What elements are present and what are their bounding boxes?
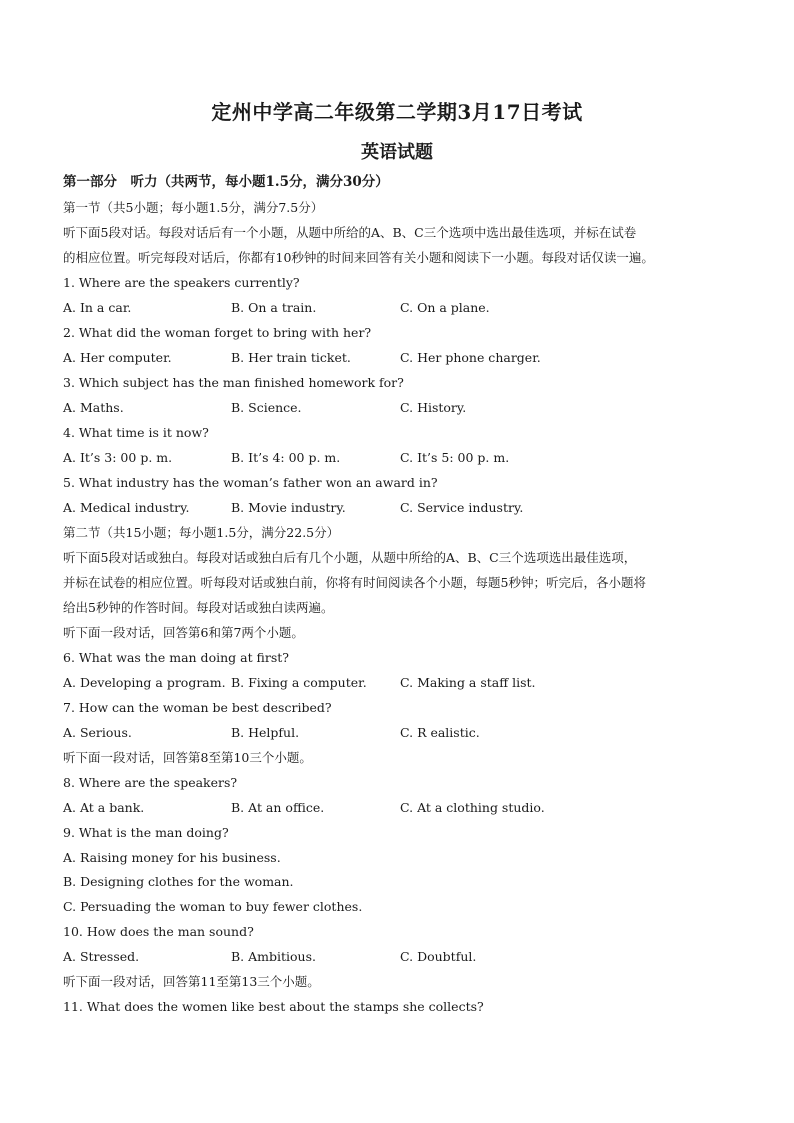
question-text: 2. What did the woman forget to bring with her?: [63, 325, 372, 340]
section2-instruction: 听下面5段对话或独白。每段对话或独白后有几个小题，从题中所给的A、B、C三个选项选出最佳选项，: [63, 550, 637, 565]
question-text: 11. What does the women like best about the stamps she collects?: [63, 999, 484, 1014]
dialogue-prompt: 听下面一段对话，回答第8至第10三个小题。: [63, 750, 312, 765]
section2-instruction: 并标在试卷的相应位置。听每段对话或独白前，你将有时间阅读各个小题，每题5秒钟；听完后，各小题将: [63, 575, 646, 590]
option-c: C. Doubtful.: [400, 949, 477, 964]
option-b: B. Helpful.: [231, 725, 300, 740]
section2-heading: 第二节（共15小题；每小题1.5分，满分22.5分）: [63, 525, 340, 540]
question-text: 5. What industry has the woman’s father won an award in?: [63, 475, 438, 490]
question-text: 10. How does the man sound?: [63, 924, 254, 939]
part1-heading: 第一部分 听力（共两节，每小题1.5分，满分30分）: [63, 174, 389, 190]
option-b: B. Science.: [231, 400, 302, 415]
option-b: B. Ambitious.: [231, 949, 316, 964]
option-c: C. Making a staff list.: [400, 675, 536, 690]
question-text: 4. What time is it now?: [63, 425, 209, 440]
option-c: C. History.: [400, 400, 467, 415]
option-a: A. Serious.: [63, 725, 132, 740]
option-a: A. Medical industry.: [63, 500, 190, 515]
exam-subtitle: 英语试题: [361, 142, 433, 163]
option-a: A. Developing a program.: [63, 675, 226, 690]
option-c: C. At a clothing studio.: [400, 800, 545, 815]
option-b: B. Movie industry.: [231, 500, 346, 515]
option-c: C. Her phone charger.: [400, 350, 541, 365]
option-a: A. In a car.: [63, 300, 132, 315]
option-a: A. Raising money for his business.: [63, 850, 281, 865]
option-a: A. At a bank.: [63, 800, 145, 815]
question-text: 3. Which subject has the man finished homework for?: [63, 375, 404, 390]
option-a: A. Maths.: [63, 400, 124, 415]
option-c: C. It’s 5: 00 p. m.: [400, 450, 510, 465]
option-c: C. R ealistic.: [400, 725, 480, 740]
question-text: 9. What is the man doing?: [63, 825, 229, 840]
question-text: 8. Where are the speakers?: [63, 775, 238, 790]
option-c: C. Persuading the woman to buy fewer clothes.: [63, 899, 363, 914]
option-b: B. Fixing a computer.: [231, 675, 367, 690]
section1-instruction: 听下面5段对话。每段对话后有一个小题，从题中所给的A、B、C三个选项中选出最佳选项，并标在试卷: [63, 225, 637, 240]
question-text: 7. How can the woman be best described?: [63, 700, 332, 715]
section2-instruction: 给出5秒钟的作答时间。每段对话或独白读两遍。: [63, 600, 334, 615]
dialogue-prompt: 听下面一段对话，回答第11至第13三个小题。: [63, 974, 320, 989]
question-text: 6. What was the man doing at first?: [63, 650, 290, 665]
option-c: C. Service industry.: [400, 500, 524, 515]
option-b: B. Designing clothes for the woman.: [63, 874, 294, 889]
option-c: C. On a plane.: [400, 300, 490, 315]
section1-heading: 第一节（共5小题；每小题1.5分，满分7.5分）: [63, 200, 324, 215]
option-a: A. Her computer.: [63, 350, 172, 365]
dialogue-prompt: 听下面一段对话，回答第6和第7两个小题。: [63, 625, 304, 640]
option-b: B. It’s 4: 00 p. m.: [231, 450, 341, 465]
question-text: 1. Where are the speakers currently?: [63, 275, 300, 290]
option-b: B. At an office.: [231, 800, 325, 815]
option-b: B. On a train.: [231, 300, 317, 315]
section1-instruction: 的相应位置。听完每段对话后，你都有10秒钟的时间来回答有关小题和阅读下一小题。每段对话仅读一遍。: [63, 250, 654, 265]
exam-title: 定州中学高二年级第二学期3月17日考试: [211, 100, 583, 124]
option-a: A. It’s 3: 00 p. m.: [63, 450, 173, 465]
option-a: A. Stressed.: [63, 949, 140, 964]
option-b: B. Her train ticket.: [231, 350, 351, 365]
